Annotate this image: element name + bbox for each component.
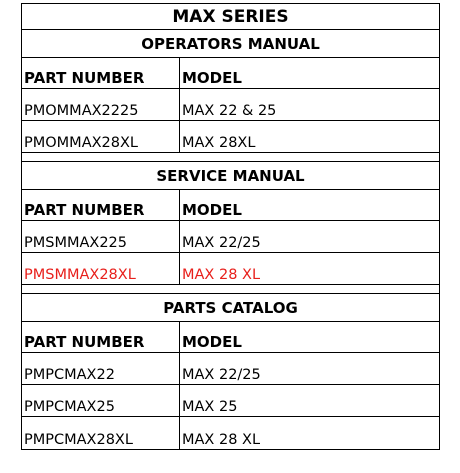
section-heading-row — [22, 294, 440, 322]
column-header-row — [22, 190, 440, 221]
section-heading-row — [22, 30, 440, 58]
model-cell: MAX 22 & 25 — [180, 89, 440, 121]
part-number-cell: PMPCMAX28XL — [22, 417, 180, 450]
column-header-row — [22, 322, 440, 353]
table-row — [22, 417, 440, 450]
model-cell: MAX 28XL — [180, 121, 440, 153]
table-row — [22, 385, 440, 417]
table-title: MAX SERIES — [22, 4, 440, 30]
table-row-highlighted — [22, 253, 440, 285]
model-cell: MAX 22/25 — [180, 221, 440, 253]
section-spacer — [22, 285, 440, 294]
title-row — [22, 4, 440, 30]
column-header-row — [22, 58, 440, 89]
model-cell: MAX 25 — [180, 385, 440, 417]
part-number-cell: PMPCMAX25 — [22, 385, 180, 417]
model-cell: MAX 22/25 — [180, 353, 440, 385]
part-number-header: PART NUMBER — [22, 190, 180, 221]
model-header: MODEL — [180, 58, 440, 89]
model-cell: MAX 28 XL — [180, 253, 440, 285]
model-header: MODEL — [180, 190, 440, 221]
table-row — [22, 221, 440, 253]
table-row — [22, 353, 440, 385]
spacer-cell — [22, 153, 440, 162]
part-number-header: PART NUMBER — [22, 322, 180, 353]
table-row — [22, 89, 440, 121]
section-heading-row — [22, 162, 440, 190]
section-heading-operators-manual: OPERATORS MANUAL — [22, 30, 440, 58]
part-number-cell: PMOMMAX2225 — [22, 89, 180, 121]
spacer-cell — [22, 285, 440, 294]
section-heading-service-manual: SERVICE MANUAL — [22, 162, 440, 190]
part-number-cell: PMOMMAX28XL — [22, 121, 180, 153]
model-cell: MAX 28 XL — [180, 417, 440, 450]
model-header: MODEL — [180, 322, 440, 353]
part-number-header: PART NUMBER — [22, 58, 180, 89]
max-series-table — [21, 3, 440, 450]
section-heading-parts-catalog: PARTS CATALOG — [22, 294, 440, 322]
part-number-cell: PMSMMAX28XL — [22, 253, 180, 285]
table-row — [22, 121, 440, 153]
part-number-cell: PMPCMAX22 — [22, 353, 180, 385]
section-spacer — [22, 153, 440, 162]
part-number-cell: PMSMMAX225 — [22, 221, 180, 253]
